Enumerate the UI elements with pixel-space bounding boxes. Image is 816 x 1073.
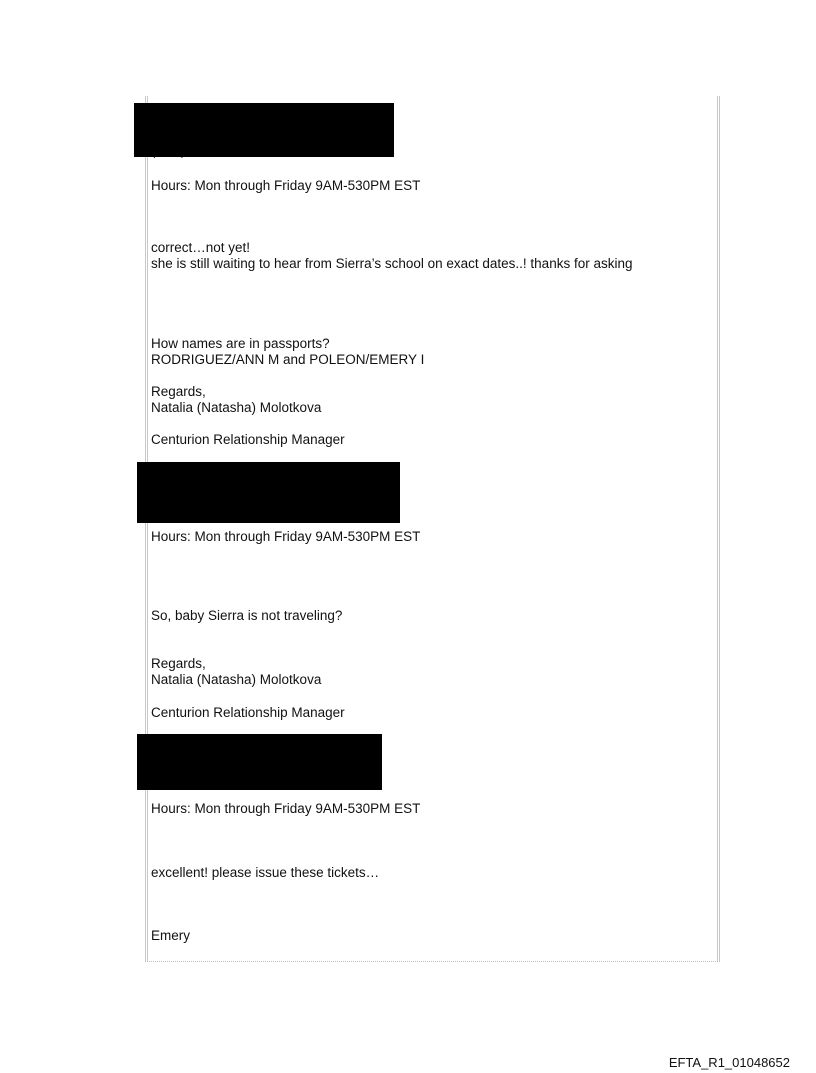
hours-line-3: Hours: Mon through Friday 9AM-530PM EST (151, 801, 421, 816)
message4-signoff: Emery (151, 928, 191, 943)
message3-signature-title: Centurion Relationship Manager (151, 705, 345, 720)
message2-line2: RODRIGUEZ/ANN M and POLEON/EMERY I (151, 352, 425, 367)
hours-line-1: Hours: Mon through Friday 9AM-530PM EST (151, 178, 421, 193)
redaction-box-1 (134, 103, 394, 157)
message3-regards: Regards, (151, 656, 206, 671)
redaction-box-2 (137, 462, 400, 523)
message3-line1: So, baby Sierra is not traveling? (151, 608, 343, 623)
message1-line1: correct…not yet! (151, 240, 251, 255)
message2-signature-name: Natalia (Natasha) Molotkova (151, 400, 322, 415)
message3-signature-name: Natalia (Natasha) Molotkova (151, 672, 322, 687)
redaction-box-3 (137, 734, 382, 790)
message4-line1: excellent! please issue these tickets… (151, 865, 380, 880)
message1-line2: she is still waiting to hear from Sierra’s school on exact dates..! thanks for asking (151, 256, 633, 271)
document-id: EFTA_R1_01048652 (668, 1055, 790, 1070)
message2-signature-title: Centurion Relationship Manager (151, 432, 345, 447)
message2-line1: How names are in passports? (151, 336, 330, 351)
message2-regards: Regards, (151, 384, 206, 399)
hours-line-2: Hours: Mon through Friday 9AM-530PM EST (151, 529, 421, 544)
